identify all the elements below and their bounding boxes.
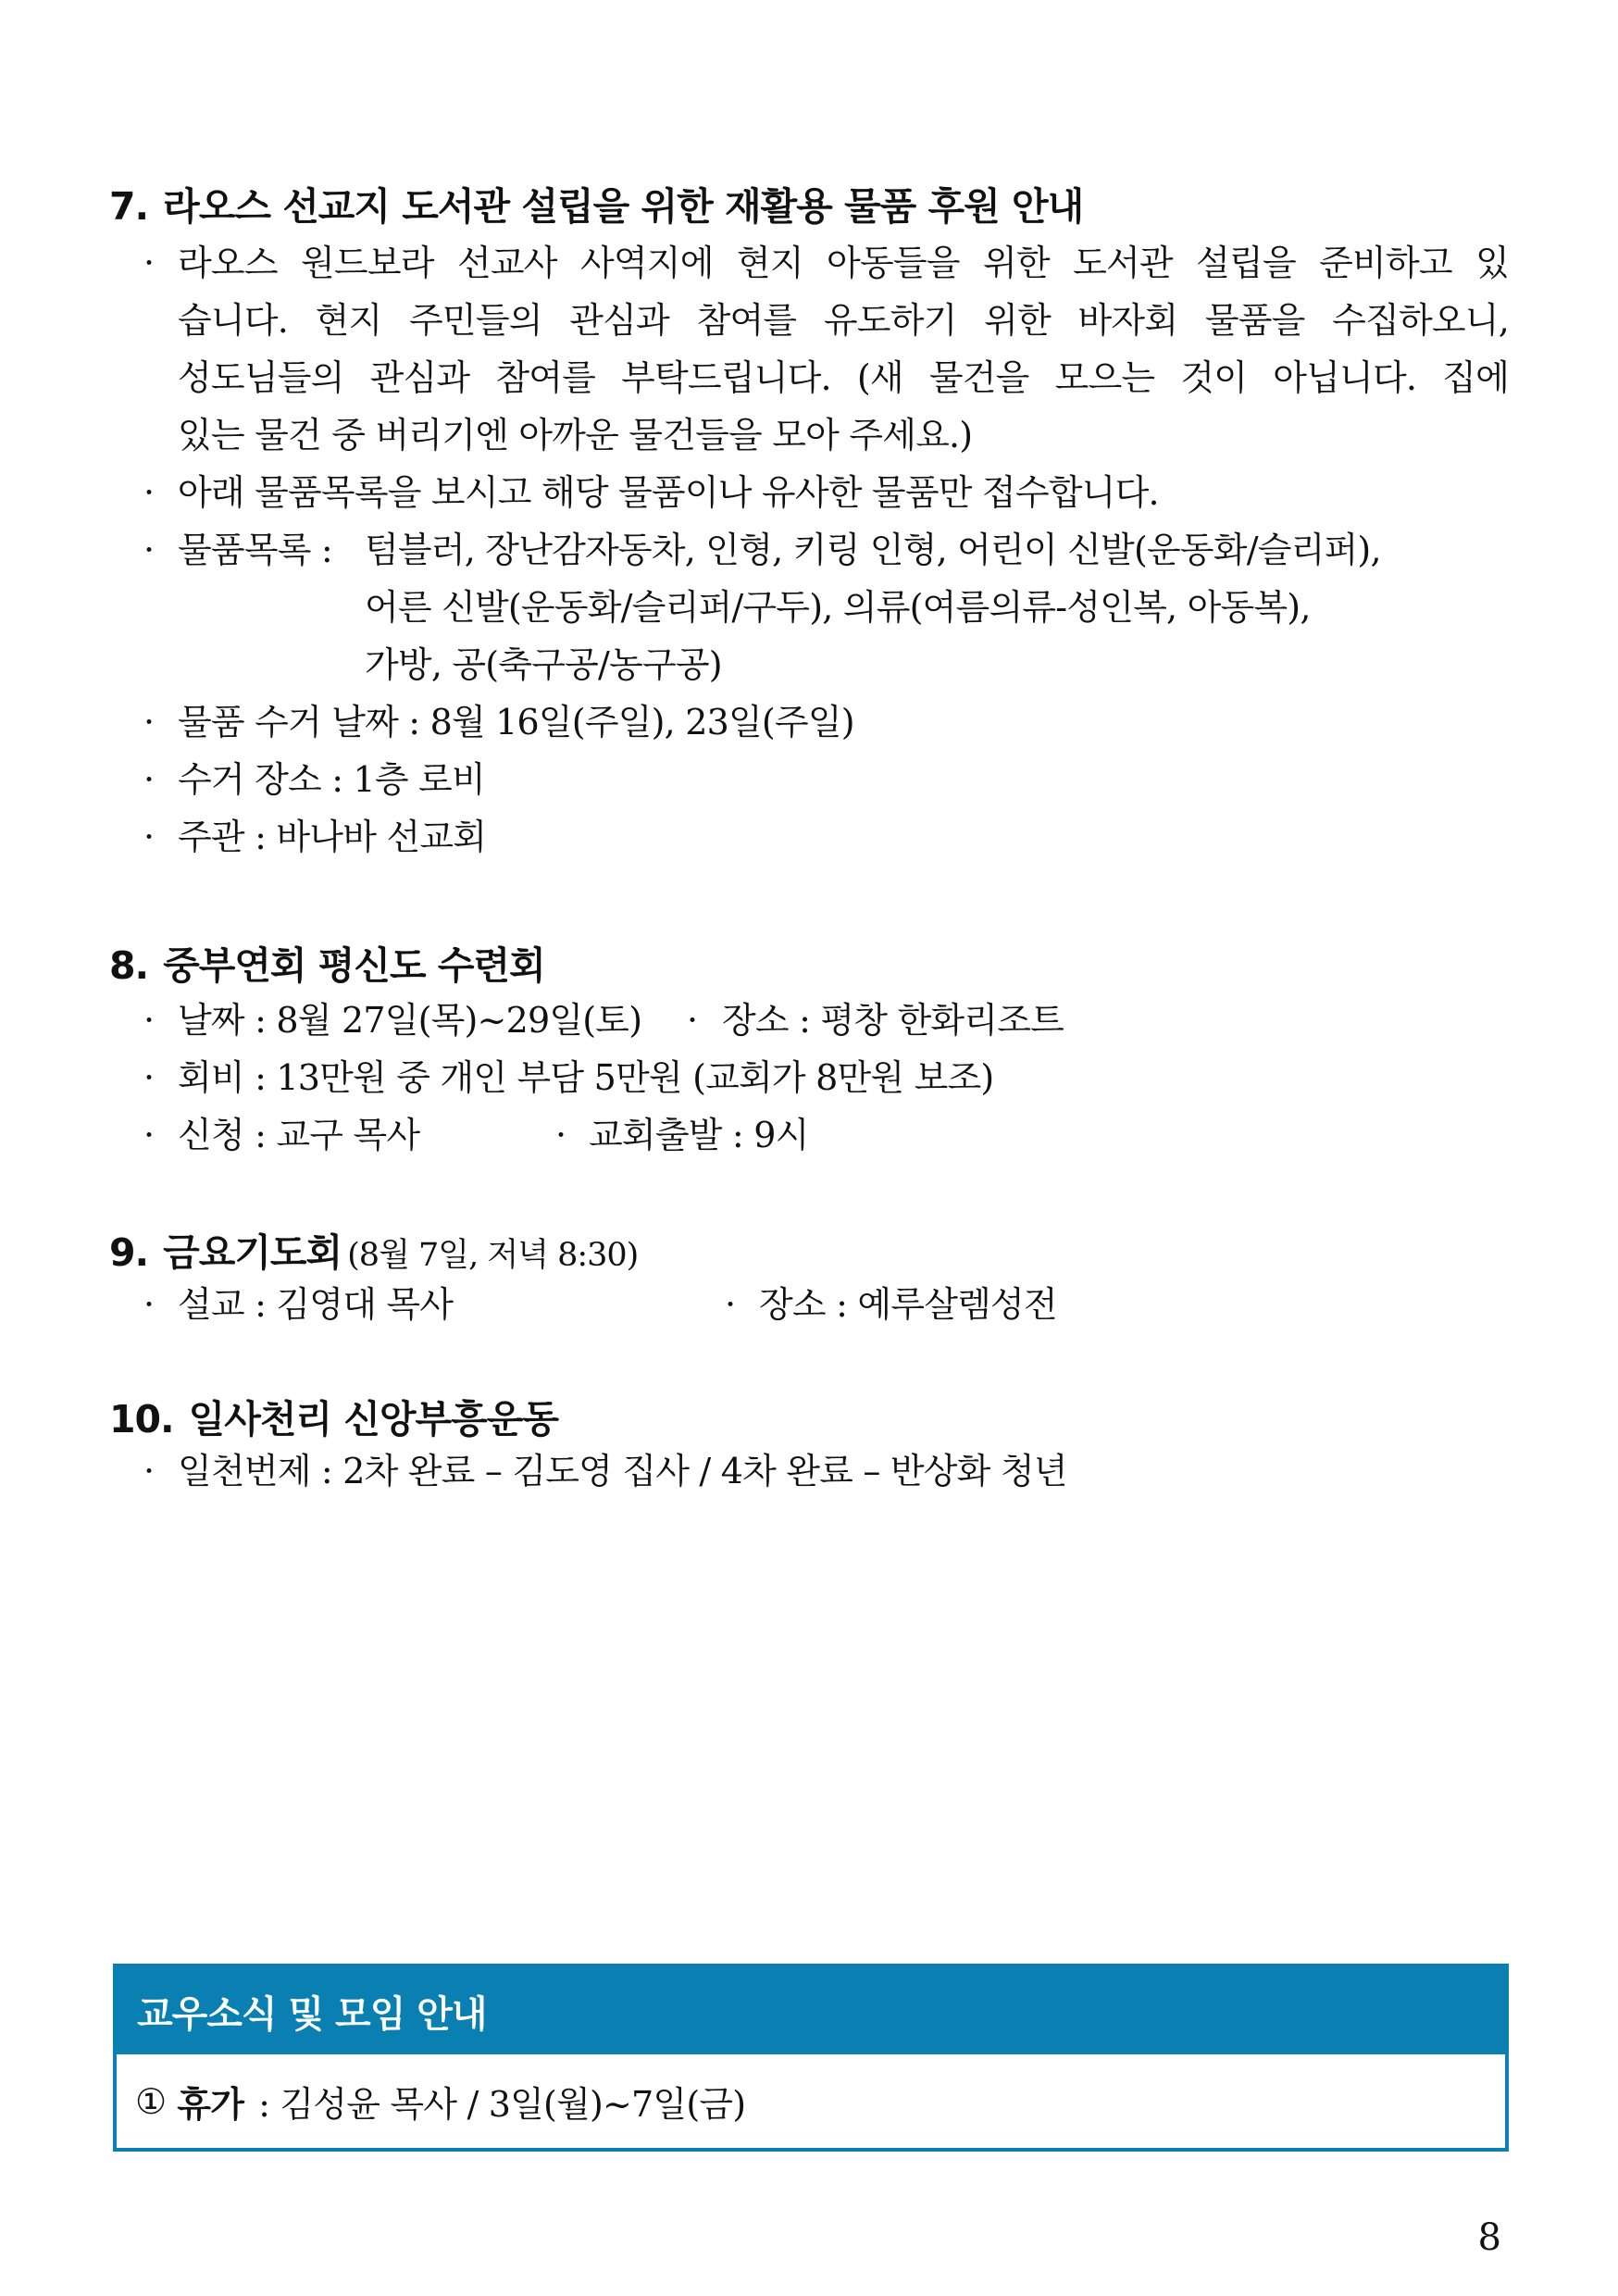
section-heading: 라오스 선교지 도서관 설립을 위한 재활용 물품 후원 안내 bbox=[163, 184, 1084, 229]
member-news-box bbox=[113, 1964, 1509, 2152]
organizer: 주관 : 바나바 선교회 bbox=[178, 817, 487, 857]
section-9-title bbox=[109, 1222, 638, 1277]
bullet: · bbox=[143, 1451, 155, 1491]
bullet: · bbox=[143, 472, 155, 513]
bullet: · bbox=[555, 1115, 566, 1155]
bullet: · bbox=[143, 530, 155, 570]
section-heading: 금요기도회 bbox=[163, 1230, 342, 1275]
bullet: · bbox=[143, 1115, 155, 1155]
section-number: 9. bbox=[109, 1230, 149, 1275]
bullet: · bbox=[687, 1000, 698, 1041]
bullet: · bbox=[143, 817, 155, 857]
section-number: 10. bbox=[109, 1397, 174, 1441]
section-subtitle: (8월 7일, 저녁 8:30) bbox=[347, 1237, 639, 1274]
item-text: : 김성윤 목사 / 3일(월)~7일(금) bbox=[258, 2084, 746, 2125]
retreat-date: 날짜 : 8월 27일(목)~29일(토) bbox=[178, 1000, 642, 1041]
member-news-item bbox=[117, 2054, 1505, 2148]
retreat-apply: 신청 : 교구 목사 bbox=[178, 1115, 420, 1155]
section-7-title bbox=[109, 176, 1083, 231]
member-news-title: 교우소식 및 모임 안내 bbox=[117, 1967, 1505, 2054]
intro-line-1: 라오스 원드보라 선교사 사역지에 현지 아동들을 위한 도서관 설립을 준비하고 있 bbox=[178, 243, 1509, 283]
sermon: 설교 : 김영대 목사 bbox=[178, 1284, 454, 1325]
item-marker: ① bbox=[135, 2080, 167, 2122]
bullet: · bbox=[725, 1284, 736, 1325]
retreat-departure: 교회출발 : 9시 bbox=[589, 1115, 809, 1155]
prayer-place: 장소 : 예루살렘성전 bbox=[759, 1284, 1057, 1325]
items-label: 물품목록 : bbox=[178, 530, 332, 570]
section-heading: 일사천리 신앙부흥운동 bbox=[188, 1397, 558, 1441]
retreat-fee: 회비 : 13만원 중 개인 부담 5만원 (교회가 8만원 보조) bbox=[178, 1057, 994, 1098]
retreat-place: 장소 : 평창 한화리조트 bbox=[722, 1000, 1064, 1041]
section-number: 7. bbox=[109, 184, 149, 229]
item-label: 휴가 bbox=[177, 2084, 244, 2125]
intro-line-3: 성도님들의 관심과 참여를 부탁드립니다. (새 물건을 모으는 것이 아닙니다. 집에 bbox=[178, 357, 1509, 398]
items-line-2: 어른 신발(운동화/슬리퍼/구두), 의류(여름의류-성인복, 아동복), bbox=[365, 587, 1311, 628]
collection-place: 수거 장소 : 1층 로비 bbox=[178, 759, 485, 800]
bullet: · bbox=[143, 243, 155, 283]
bullet: · bbox=[143, 759, 155, 800]
section-10-title bbox=[109, 1389, 558, 1443]
intro-line-2: 습니다. 현지 주민들의 관심과 참여를 유도하기 위한 바자회 물품을 수집하오니, bbox=[178, 300, 1509, 341]
bullet: · bbox=[143, 1057, 155, 1098]
bullet: · bbox=[143, 702, 155, 742]
section-8-title bbox=[109, 935, 545, 990]
section-heading: 중부연회 평신도 수련회 bbox=[163, 943, 545, 988]
items-note: 아래 물품목록을 보시고 해당 물품이나 유사한 물품만 접수합니다. bbox=[178, 472, 1159, 513]
items-line-3: 가방, 공(축구공/농구공) bbox=[365, 644, 722, 685]
page-number: 8 bbox=[1477, 2216, 1501, 2259]
intro-line-4: 있는 물건 중 버리기엔 아까운 물건들을 모아 주세요.) bbox=[178, 415, 973, 455]
section-number: 8. bbox=[109, 943, 149, 988]
collection-dates: 물품 수거 날짜 : 8월 16일(주일), 23일(주일) bbox=[178, 702, 854, 742]
bullet: · bbox=[143, 1284, 155, 1325]
items-line-1: 텀블러, 장난감자동차, 인형, 키링 인형, 어린이 신발(운동화/슬리퍼), bbox=[365, 530, 1381, 570]
offering-status: 일천번제 : 2차 완료 – 김도영 집사 / 4차 완료 – 반상화 청년 bbox=[178, 1451, 1067, 1491]
bullet: · bbox=[143, 1000, 155, 1041]
